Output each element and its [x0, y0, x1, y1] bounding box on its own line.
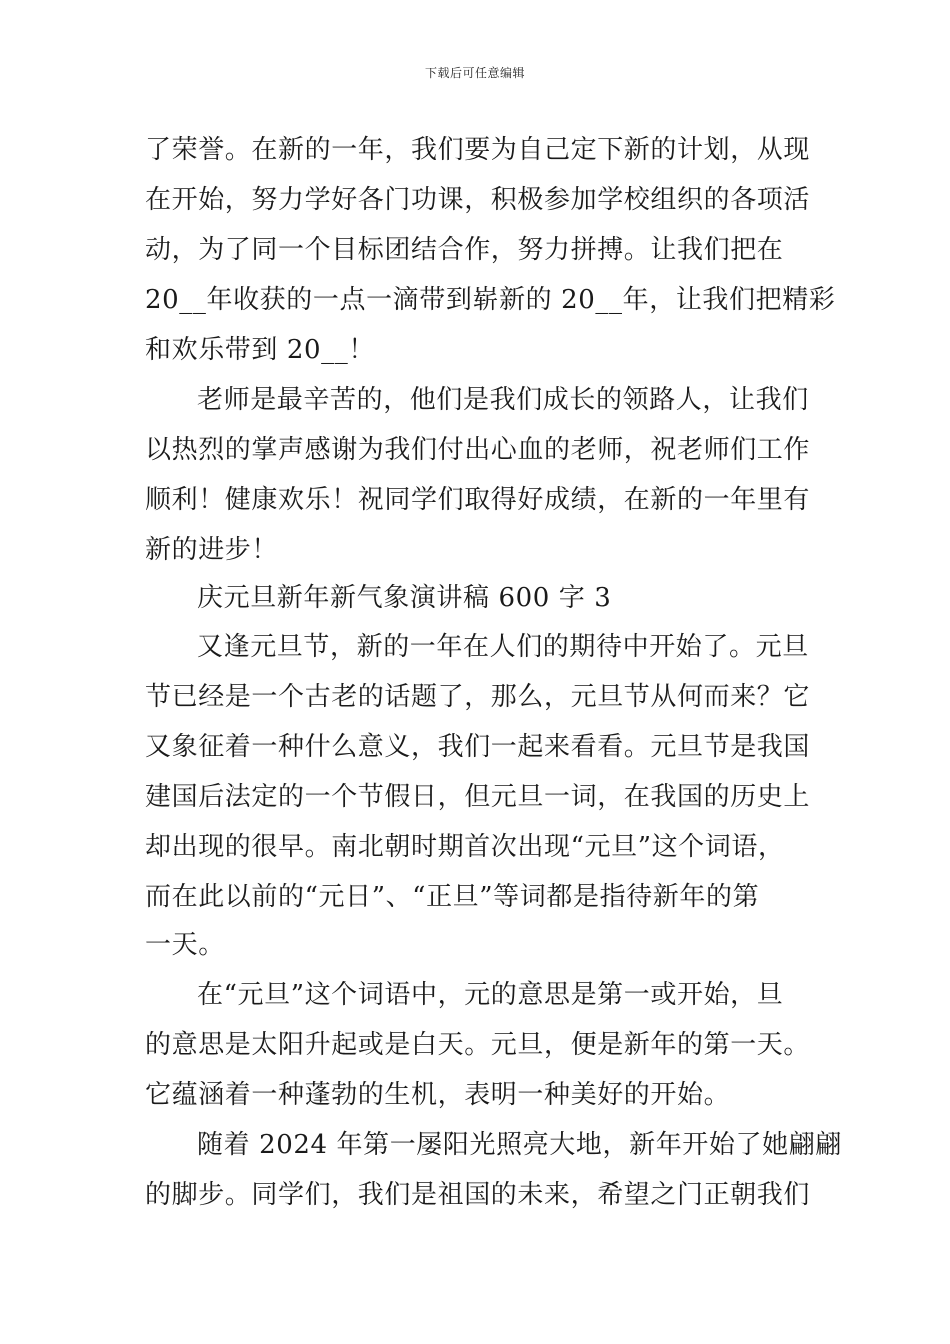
- text-line: 顺利！健康欢乐！祝同学们取得好成绩，在新的一年里有: [145, 485, 811, 515]
- page-header: 下载后可任意编辑: [424, 66, 525, 80]
- text-line: 老师是最辛苦的，他们是我们成长的领路人，让我们: [197, 385, 809, 415]
- text-line: 却出现的很早。南北朝时期首次出现“元旦”这个词语，: [145, 832, 785, 862]
- text-line: 一天。: [145, 930, 225, 960]
- text-line: 和欢乐带到 20__！: [145, 335, 375, 365]
- text-line: 它蕴涵着一种蓬勃的生机，表明一种美好的开始。: [145, 1080, 731, 1110]
- text-line: 在“元旦”这个词语中，元的意思是第一或开始，旦: [197, 980, 784, 1010]
- text-line: 随着 2024 年第一屡阳光照亮大地，新年开始了她翩翩: [197, 1130, 842, 1160]
- text-line: 节已经是一个古老的话题了，那么，元旦节从何而来？它: [145, 682, 811, 712]
- text-line: 新的进步！: [145, 535, 279, 565]
- text-line: 又逢元旦节，新的一年在人们的期待中开始了。元旦: [197, 632, 809, 662]
- text-line: 的脚步。同学们，我们是祖国的未来，希望之门正朝我们: [145, 1180, 811, 1210]
- text-line: 以热烈的掌声感谢为我们付出心血的老师，祝老师们工作: [145, 435, 811, 465]
- text-line: 而在此以前的“元日”、“正旦”等词都是指待新年的第: [145, 882, 760, 912]
- text-line: 又象征着一种什么意义，我们一起来看看。元旦节是我国: [145, 732, 811, 762]
- text-line: 20__年收获的一点一滴带到崭新的 20__年，让我们把精彩: [145, 285, 836, 315]
- text-line: 在开始，努力学好各门功课，积极参加学校组织的各项活: [145, 185, 811, 215]
- text-line: 动，为了同一个目标团结合作，努力拼搏。让我们把在: [145, 235, 784, 265]
- text-line: 了荣誉。在新的一年，我们要为自己定下新的计划，从现: [145, 135, 811, 165]
- text-line: 建国后法定的一个节假日，但元旦一词，在我国的历史上: [145, 782, 811, 812]
- section-title: 庆元旦新年新气象演讲稿 600 字 3: [197, 583, 612, 613]
- text-line: 的意思是太阳升起或是白天。元旦，便是新年的第一天。: [145, 1030, 811, 1060]
